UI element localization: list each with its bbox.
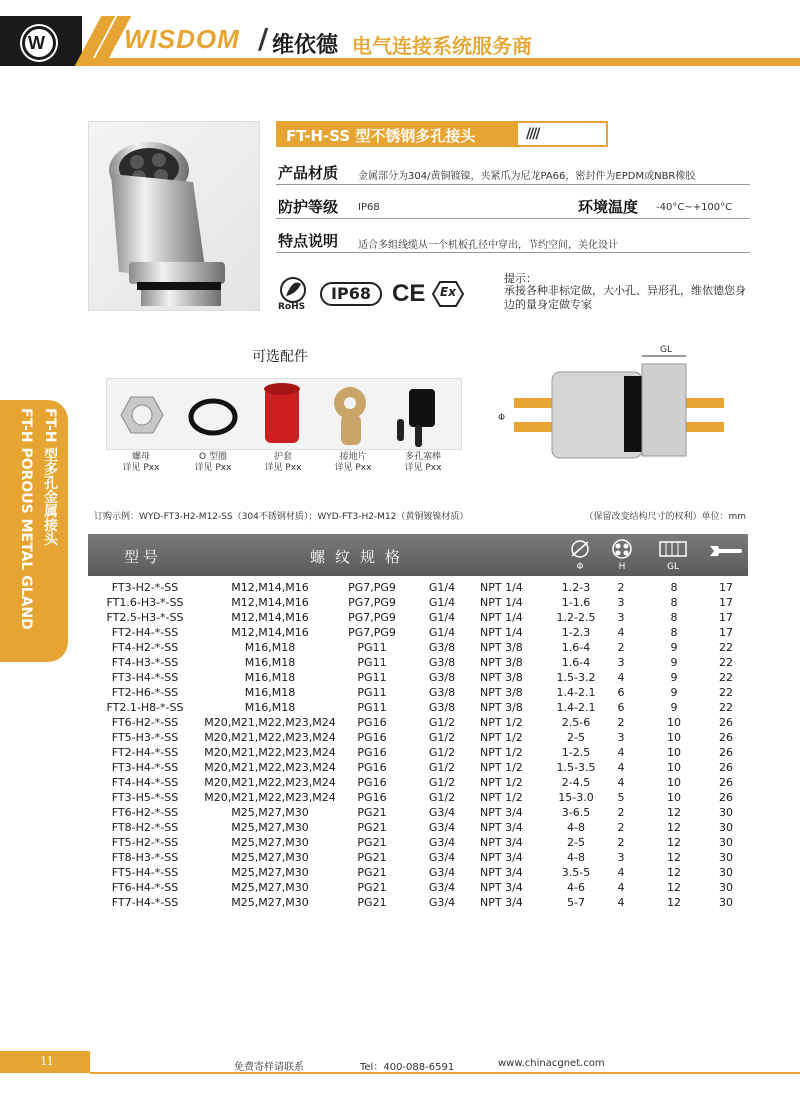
order-example: 订购示例：WYD-FT3-H2-M12-SS（304不锈钢材质）；WYD-FT3-H2-M12（黄铜镀镍材质） (94, 512, 469, 522)
hint-title: 提示： (504, 272, 537, 285)
page-header (0, 0, 800, 66)
cell-holes: 2 (617, 716, 625, 729)
cell-holes: 2 (617, 836, 625, 849)
cell-model: FT4-H2-*-SS (111, 641, 179, 654)
cell-model: FT7-H4-*-SS (111, 896, 179, 909)
cell-g: G1/2 (428, 746, 456, 759)
cell-gl: 12 (667, 866, 681, 879)
cell-holes: 4 (617, 776, 625, 789)
cell-g: G1/4 (428, 626, 456, 639)
cell-npt: NPT 3/8 (480, 701, 523, 714)
cell-model: FT6-H4-*-SS (111, 881, 179, 894)
cell-pg: PG16 (357, 776, 387, 789)
cell-cable-range: 4-8 (567, 821, 585, 834)
temperature-label: 环境温度 (578, 198, 639, 216)
table-row (88, 775, 748, 790)
cell-pg: PG21 (357, 881, 387, 894)
accessory-nut (106, 452, 176, 474)
phi-dimension-label: Φ (498, 413, 506, 423)
cell-g: G3/8 (428, 641, 456, 654)
cell-gl: 12 (667, 836, 681, 849)
cell-metric: M12,M14,M16 (231, 626, 309, 639)
hint-body: 承接各种非标定做，大小孔、异形孔，维依德您身边的量身定做专家 (504, 284, 746, 311)
header-model: 型号 (124, 548, 163, 566)
cell-gl: 12 (667, 806, 681, 819)
table-row (88, 835, 748, 850)
cell-g: G1/2 (428, 776, 456, 789)
page-number: 11 (40, 1054, 54, 1069)
cell-holes: 6 (617, 686, 625, 699)
gl-dimension-label: GL (660, 345, 672, 355)
footer-tel: Tel：400-088-6591 (360, 1062, 455, 1073)
cell-metric: M25,M27,M30 (231, 821, 309, 834)
accessory-earth-tag (318, 452, 388, 474)
cell-cable-range: 3-6.5 (561, 806, 591, 819)
table-row (88, 670, 748, 685)
table-row (88, 820, 748, 835)
table-row (88, 655, 748, 670)
cell-model: FT3-H5-*-SS (111, 791, 179, 804)
cell-wrench: 22 (719, 686, 733, 699)
footer-url: www.chinacgnet.com (498, 1058, 605, 1069)
cell-pg: PG11 (357, 686, 387, 699)
table-row (88, 595, 748, 610)
cell-npt: NPT 3/4 (480, 851, 523, 864)
cell-cable-range: 1.5-3.5 (556, 761, 596, 774)
cell-metric: M25,M27,M30 (231, 881, 309, 894)
table-row (88, 790, 748, 805)
cell-metric: M16,M18 (244, 656, 296, 669)
cell-npt: NPT 3/8 (480, 671, 523, 684)
cell-pg: PG7,PG9 (348, 596, 396, 609)
cell-pg: PG16 (357, 731, 387, 744)
cell-npt: NPT 1/4 (480, 596, 523, 609)
cell-cable-range: 4-6 (567, 881, 585, 894)
accessory-ref: 详见 Pxx (404, 463, 442, 473)
cell-pg: PG11 (357, 656, 387, 669)
divider (276, 218, 750, 219)
brand-slogan: 电气连接系统服务商 (352, 34, 532, 58)
cell-g: G1/4 (428, 596, 456, 609)
cell-model: FT2-H4-*-SS (111, 746, 179, 759)
divider (276, 252, 750, 253)
cell-cable-range: 3.5-5 (561, 866, 591, 879)
cell-wrench: 26 (719, 731, 733, 744)
table-row (88, 805, 748, 820)
cell-gl: 9 (670, 701, 678, 714)
cell-gl: 12 (667, 851, 681, 864)
gland-diagram-svg (494, 342, 724, 462)
cell-holes: 5 (617, 791, 625, 804)
cell-npt: NPT 1/2 (480, 776, 523, 789)
cell-npt: NPT 1/4 (480, 611, 523, 624)
cell-g: G3/4 (428, 821, 456, 834)
cell-gl: 9 (670, 641, 678, 654)
cell-model: FT5-H3-*-SS (111, 731, 179, 744)
accessory-sleeve (248, 452, 318, 474)
cell-gl: 8 (670, 626, 678, 639)
accessory-name: O 型圈 (199, 452, 227, 462)
cell-model: FT5-H2-*-SS (111, 836, 179, 849)
cell-model: FT3-H4-*-SS (111, 671, 179, 684)
cell-npt: NPT 3/4 (480, 836, 523, 849)
accessory-ref: 详见 Pxx (194, 463, 232, 473)
cell-gl: 10 (667, 716, 681, 729)
accessory-ref: 详见 Pxx (334, 463, 372, 473)
cell-metric: M25,M27,M30 (231, 836, 309, 849)
cell-pg: PG7,PG9 (348, 611, 396, 624)
cell-g: G1/4 (428, 611, 456, 624)
temperature-value: -40°C~+100°C (656, 202, 733, 213)
cell-holes: 2 (617, 821, 625, 834)
cell-metric: M16,M18 (244, 671, 296, 684)
accessory-name: 护套 (273, 452, 292, 462)
header-phi: Φ (576, 562, 584, 572)
cell-npt: NPT 3/4 (480, 806, 523, 819)
cell-model: FT6-H2-*-SS (111, 716, 179, 729)
cell-metric: M20,M21,M22,M23,M24 (204, 761, 336, 774)
cell-pg: PG7,PG9 (348, 626, 396, 639)
table-row (88, 865, 748, 880)
cell-metric: M16,M18 (244, 641, 296, 654)
protection-label: 防护等级 (278, 198, 339, 216)
cell-model: FT2.5-H3-*-SS (106, 611, 184, 624)
accessory-ref: 详见 Pxx (122, 463, 160, 473)
cell-gl: 8 (670, 581, 678, 594)
cell-wrench: 30 (719, 821, 733, 834)
cell-metric: M20,M21,M22,M23,M24 (204, 716, 336, 729)
cell-g: G3/4 (428, 851, 456, 864)
cell-metric: M20,M21,M22,M23,M24 (204, 746, 336, 759)
cell-holes: 4 (617, 746, 625, 759)
cell-g: G1/2 (428, 791, 456, 804)
cell-metric: M16,M18 (244, 701, 296, 714)
cell-npt: NPT 3/4 (480, 821, 523, 834)
cell-g: G3/4 (428, 881, 456, 894)
cell-model: FT2-H4-*-SS (111, 626, 179, 639)
cell-gl: 8 (670, 611, 678, 624)
material-value: 金属部分为304/黄铜镀镍，夹紧爪为尼龙PA66，密封件为EPDM或NBR橡胶 (358, 171, 696, 182)
cell-wrench: 17 (719, 596, 733, 609)
cell-cable-range: 15-3.0 (558, 791, 594, 804)
cell-cable-range: 1-2.3 (561, 626, 591, 639)
cell-holes: 4 (617, 761, 625, 774)
brand-name-en: WISDOM (124, 24, 240, 54)
cell-g: G3/4 (428, 836, 456, 849)
header-gl: GL (667, 562, 679, 572)
header-h: H (618, 562, 626, 572)
cable-gland-image (89, 122, 261, 312)
cell-cable-range: 2-4.5 (561, 776, 591, 789)
cell-holes: 2 (617, 641, 625, 654)
cell-cable-range: 1.5-3.2 (556, 671, 596, 684)
cell-model: FT8-H2-*-SS (111, 821, 179, 834)
cell-pg: PG11 (357, 641, 387, 654)
ce-label: CE (392, 280, 426, 307)
ex-badge (432, 280, 464, 312)
cell-model: FT5-H4-*-SS (111, 866, 179, 879)
header-accent-bar (82, 58, 800, 66)
cell-model: FT4-H3-*-SS (111, 656, 179, 669)
cell-gl: 9 (670, 671, 678, 684)
product-title-bar (276, 121, 608, 147)
feature-value: 适合多组线缆从一个机板孔径中穿出，节约空间，美化设计 (358, 240, 618, 251)
accessory-name: 多孔塞棒 (404, 452, 441, 462)
cell-metric: M25,M27,M30 (231, 806, 309, 819)
cell-pg: PG21 (357, 836, 387, 849)
cell-model: FT8-H3-*-SS (111, 851, 179, 864)
cell-pg: PG21 (357, 896, 387, 909)
cell-wrench: 22 (719, 671, 733, 684)
cell-metric: M25,M27,M30 (231, 896, 309, 909)
cell-wrench: 17 (719, 611, 733, 624)
cell-wrench: 26 (719, 746, 733, 759)
cell-npt: NPT 1/2 (480, 791, 523, 804)
cell-model: FT1.6-H3-*-SS (106, 596, 184, 609)
accessory-plug (388, 452, 458, 474)
cell-npt: NPT 3/4 (480, 881, 523, 894)
cell-cable-range: 1-1.6 (561, 596, 591, 609)
cell-npt: NPT 1/4 (480, 581, 523, 594)
cell-gl: 12 (667, 821, 681, 834)
cell-wrench: 30 (719, 806, 733, 819)
cell-g: G1/2 (428, 731, 456, 744)
cell-metric: M25,M27,M30 (231, 866, 309, 879)
cell-cable-range: 5-7 (567, 896, 585, 909)
cell-metric: M12,M14,M16 (231, 581, 309, 594)
cell-holes: 3 (617, 731, 625, 744)
cell-pg: PG21 (357, 806, 387, 819)
cell-npt: NPT 3/4 (480, 866, 523, 879)
cell-wrench: 26 (719, 776, 733, 789)
accessories-title: 可选配件 (252, 349, 308, 365)
cell-metric: M12,M14,M16 (231, 611, 309, 624)
accessory-ref: 详见 Pxx (264, 463, 302, 473)
cell-metric: M12,M14,M16 (231, 596, 309, 609)
cell-g: G1/2 (428, 761, 456, 774)
accessories-images (107, 379, 463, 451)
cell-gl: 10 (667, 746, 681, 759)
ce-badge (392, 280, 425, 308)
cell-gl: 10 (667, 761, 681, 774)
table-row (88, 610, 748, 625)
cell-metric: M25,M27,M30 (231, 851, 309, 864)
title-stripes-decoration: //// (526, 126, 539, 142)
order-note: （保留改变结构尺寸的权利）单位：mm (584, 512, 746, 522)
cell-wrench: 22 (719, 641, 733, 654)
protection-value: IP68 (358, 202, 380, 213)
rohs-label: RoHS (278, 302, 306, 312)
side-tab-text (6, 408, 62, 658)
cell-holes: 4 (617, 626, 625, 639)
cell-wrench: 30 (719, 896, 733, 909)
cell-g: G3/4 (428, 896, 456, 909)
cell-cable-range: 2-5 (567, 731, 585, 744)
product-photo (88, 121, 260, 311)
cell-npt: NPT 1/2 (480, 731, 523, 744)
cell-metric: M20,M21,M22,M23,M24 (204, 731, 336, 744)
cell-model: FT2-H6-*-SS (111, 686, 179, 699)
ex-label: Ex (440, 285, 456, 299)
cell-g: G3/8 (428, 701, 456, 714)
cell-gl: 12 (667, 881, 681, 894)
cell-holes: 3 (617, 611, 625, 624)
cell-pg: PG16 (357, 716, 387, 729)
cell-wrench: 30 (719, 866, 733, 879)
cell-wrench: 26 (719, 716, 733, 729)
table-row (88, 640, 748, 655)
table-row (88, 625, 748, 640)
accessory-name: 螺母 (131, 452, 150, 462)
cell-cable-range: 1.6-4 (561, 656, 591, 669)
cell-gl: 10 (667, 731, 681, 744)
table-row (88, 700, 748, 715)
cell-metric: M16,M18 (244, 686, 296, 699)
cable-diameter-icon (568, 538, 592, 560)
brand-logo-icon: W (22, 26, 56, 60)
cell-pg: PG16 (357, 791, 387, 804)
product-title: FT-H-SS 型不锈钢多孔接头 (286, 127, 476, 145)
cell-cable-range: 1.2-3 (561, 581, 591, 594)
cell-pg: PG16 (357, 746, 387, 759)
cell-holes: 3 (617, 596, 625, 609)
cell-pg: PG21 (357, 851, 387, 864)
cell-holes: 3 (617, 851, 625, 864)
cell-pg: PG21 (357, 821, 387, 834)
cell-cable-range: 2.5-6 (561, 716, 591, 729)
cell-wrench: 26 (719, 761, 733, 774)
table-row (88, 715, 748, 730)
cell-pg: PG16 (357, 761, 387, 774)
thread-length-icon (658, 538, 688, 560)
cell-npt: NPT 1/2 (480, 716, 523, 729)
cell-holes: 3 (617, 656, 625, 669)
cell-wrench: 22 (719, 701, 733, 714)
side-tab-en: FT-H POROUS METAL GLAND (18, 408, 34, 630)
cell-gl: 12 (667, 896, 681, 909)
cell-pg: PG21 (357, 866, 387, 879)
table-row (88, 895, 748, 910)
cell-holes: 4 (617, 866, 625, 879)
table-header (88, 534, 748, 576)
cell-model: FT3-H2-*-SS (111, 581, 179, 594)
cell-model: FT6-H2-*-SS (111, 806, 179, 819)
cell-cable-range: 1.6-4 (561, 641, 591, 654)
cell-wrench: 17 (719, 581, 733, 594)
cell-gl: 8 (670, 596, 678, 609)
cell-gl: 9 (670, 656, 678, 669)
brand-separator: / (258, 22, 269, 55)
table-row (88, 745, 748, 760)
cell-cable-range: 1.2-2.5 (556, 611, 596, 624)
cell-holes: 4 (617, 881, 625, 894)
cell-wrench: 30 (719, 881, 733, 894)
cell-pg: PG11 (357, 671, 387, 684)
cell-npt: NPT 3/8 (480, 656, 523, 669)
accessories-strip (106, 378, 462, 450)
cell-cable-range: 1.4-2.1 (556, 686, 596, 699)
cell-model: FT4-H4-*-SS (111, 776, 179, 789)
wrench-icon (708, 544, 744, 558)
cell-g: G3/4 (428, 866, 456, 879)
cell-pg: PG11 (357, 701, 387, 714)
cell-holes: 2 (617, 806, 625, 819)
cell-gl: 9 (670, 686, 678, 699)
cell-g: G1/4 (428, 581, 456, 594)
cell-g: G1/2 (428, 716, 456, 729)
cell-g: G3/8 (428, 656, 456, 669)
cell-cable-range: 1.4-2.1 (556, 701, 596, 714)
cell-cable-range: 2-5 (567, 836, 585, 849)
cell-metric: M20,M21,M22,M23,M24 (204, 791, 336, 804)
hole-count-icon (610, 538, 634, 560)
table-row (88, 685, 748, 700)
cell-holes: 6 (617, 701, 625, 714)
cell-npt: NPT 1/2 (480, 761, 523, 774)
cell-pg: PG7,PG9 (348, 581, 396, 594)
table-row (88, 850, 748, 865)
ip68-badge: IP68 (320, 282, 382, 306)
accessory-o-ring (178, 452, 248, 474)
divider (276, 184, 750, 185)
cell-npt: NPT 1/4 (480, 626, 523, 639)
brand-name-cn: 维依德 (272, 33, 339, 58)
cell-npt: NPT 3/4 (480, 896, 523, 909)
table-row (88, 730, 748, 745)
gland-section-diagram (494, 342, 724, 462)
cell-g: G3/8 (428, 686, 456, 699)
cell-g: G3/8 (428, 671, 456, 684)
cell-wrench: 22 (719, 656, 733, 669)
cell-gl: 10 (667, 776, 681, 789)
cell-npt: NPT 3/8 (480, 641, 523, 654)
cell-npt: NPT 1/2 (480, 746, 523, 759)
footer-contact-label: 免费寄样请联系 (234, 1062, 304, 1073)
material-label: 产品材质 (278, 164, 339, 182)
feature-label: 特点说明 (278, 232, 339, 250)
accessory-name: 接地片 (339, 452, 367, 462)
cell-metric: M20,M21,M22,M23,M24 (204, 776, 336, 789)
table-row (88, 880, 748, 895)
cell-wrench: 26 (719, 791, 733, 804)
cell-npt: NPT 3/8 (480, 686, 523, 699)
cell-wrench: 30 (719, 836, 733, 849)
cell-holes: 4 (617, 896, 625, 909)
rohs-badge (276, 276, 310, 316)
cell-gl: 10 (667, 791, 681, 804)
cell-cable-range: 1-2.5 (561, 746, 591, 759)
cell-model: FT3-H4-*-SS (111, 761, 179, 774)
side-tab-cn: FT-H 型多孔金属接头 (42, 408, 58, 546)
cell-model: FT2.1-H8-*-SS (106, 701, 184, 714)
cell-wrench: 30 (719, 851, 733, 864)
cell-cable-range: 4-8 (567, 851, 585, 864)
table-row (88, 580, 748, 595)
table-row (88, 760, 748, 775)
cell-g: G3/4 (428, 806, 456, 819)
cell-wrench: 17 (719, 626, 733, 639)
header-thread: 螺纹规格 (310, 548, 411, 566)
cell-holes: 2 (617, 581, 625, 594)
cell-holes: 4 (617, 671, 625, 684)
